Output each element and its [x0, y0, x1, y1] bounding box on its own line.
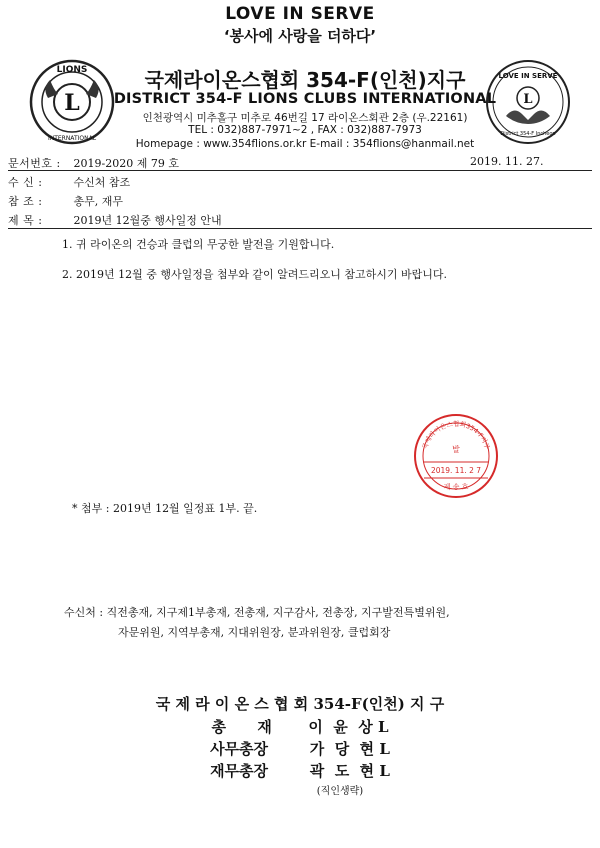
subject-value: 2019년 12월중 행사일정 안내	[73, 214, 222, 227]
body-paragraph-2: 2. 2019년 12월 중 행사일정을 첨부와 같이 알려드리오니 참고하시기 바랍니다.	[62, 268, 447, 281]
body-paragraph-1: 1. 귀 라이온의 건승과 클럽의 무궁한 발전을 기원합니다.	[62, 238, 335, 251]
logo-left-text-bottom: INTERNATIONAL	[47, 135, 97, 142]
reference-value: 총무, 재무	[73, 195, 123, 208]
recipients-list	[64, 603, 584, 643]
recipients-line-1: 수신처 : 직전총재, 지구제1부총재, 전총재, 지구감사, 전총장, 지구발전특별위원,	[64, 606, 450, 619]
reference-label: 참 조 :	[8, 195, 43, 208]
lions-logo-icon	[28, 58, 116, 146]
official-seal-stamp	[412, 412, 500, 500]
signature-secretary: 사무총장 가 당 현 L	[210, 740, 390, 758]
web-contact: Homepage : www.354flions.or.kr E-mail : 354flions@hanmail.net	[135, 138, 475, 150]
seal-bottom-text: 제 송 호	[443, 483, 469, 491]
svg-text:L: L	[523, 92, 533, 107]
subject-divider	[8, 228, 592, 229]
signature-treasurer: 재무총장 곽 도 현 L	[210, 762, 390, 780]
recipient-value: 수신처 참조	[73, 176, 131, 189]
seal-date: 2019. 11. 2 7	[430, 466, 482, 475]
logo-right-sub: District 354-F Incheon	[500, 131, 556, 137]
slogan: ‘봉사에 사랑을 더하다’	[223, 27, 377, 45]
seal-omitted-note: (직인생략)	[316, 786, 364, 797]
doc-date: 2019. 11. 27.	[470, 155, 544, 168]
seal-top-text: 국제라이온스협회354-F지구	[420, 419, 492, 451]
logo-left-text-top: LIONS	[56, 65, 88, 75]
doc-number-label: 문서번호 :	[8, 157, 61, 170]
signature-org: 국 제 라 이 온 스 협 회 354-F(인천) 지 구	[155, 695, 445, 713]
signature-governor: 총 재 이 윤 상 L	[211, 718, 389, 736]
org-name-ko: 국제라이온스협회 354-F(인천)지구	[144, 68, 466, 92]
contact-numbers: TEL : 032)887-7971~2 , FAX : 032)887-7973	[188, 124, 422, 136]
reference-row	[8, 193, 123, 209]
svg-text:L: L	[64, 90, 80, 116]
motto: LOVE IN SERVE	[225, 4, 375, 24]
logo-right-text: LOVE IN SERVE	[498, 72, 558, 80]
org-name-en: DISTRICT 354-F LIONS CLUBS INTERNATIONAL	[113, 91, 497, 107]
seal-label: 발	[452, 445, 460, 454]
header-divider	[8, 170, 592, 171]
recipient-label: 수 신 :	[8, 176, 43, 189]
doc-number-value: 2019-2020 제 79 호	[73, 157, 179, 170]
doc-number-row	[8, 155, 179, 171]
subject-label: 제 목 :	[8, 214, 43, 227]
subject-row	[8, 212, 222, 228]
recipients-line-2: 자문위원, 지역부총재, 지대위원장, 분과위원장, 클럽회장	[118, 626, 391, 639]
attachment-line: * 첨부 : 2019년 12월 일정표 1부. 끝.	[72, 502, 258, 515]
recipient-row	[8, 174, 130, 190]
address: 인천광역시 미추홀구 미추로 46번길 17 라이온스회관 2층 (우.22161)	[142, 112, 468, 124]
